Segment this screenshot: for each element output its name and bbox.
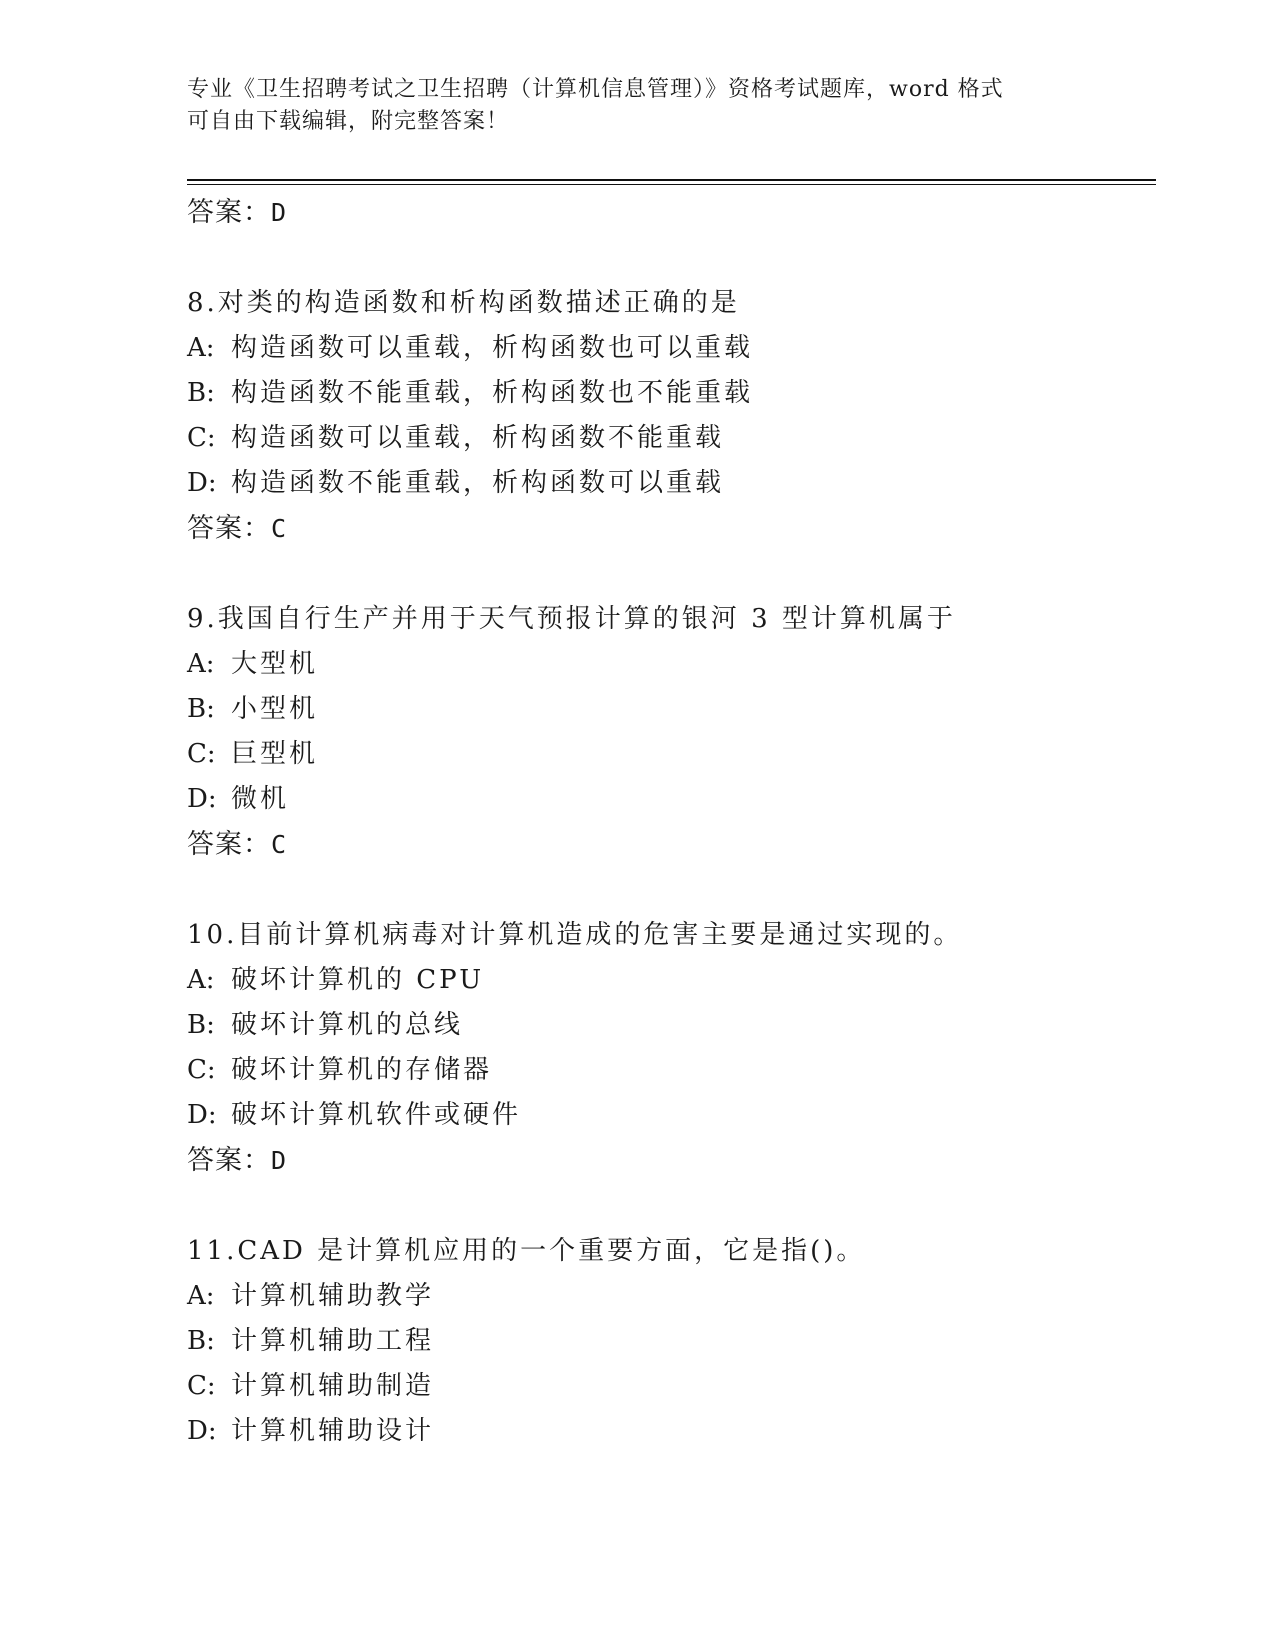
option-letter: B: xyxy=(187,1010,215,1040)
option-text: 微机 xyxy=(231,784,290,814)
question-option xyxy=(187,326,1127,371)
option-text: 巨型机 xyxy=(231,739,319,769)
option-text: 破坏计算机的 CPU xyxy=(231,965,485,995)
question-block xyxy=(187,597,1127,867)
question-option xyxy=(187,1003,1127,1048)
option-letter: B: xyxy=(187,378,215,408)
option-letter: C: xyxy=(187,1055,216,1085)
option-text: 构造函数可以重载，析构函数也可以重载 xyxy=(231,333,754,363)
document-header xyxy=(187,74,1067,138)
question-option xyxy=(187,371,1127,416)
question-stem: 8.对类的构造函数和析构函数描述正确的是 xyxy=(187,288,740,318)
option-letter: C: xyxy=(187,739,216,769)
question-option xyxy=(187,958,1127,1003)
question-option xyxy=(187,1364,1127,1409)
header-divider-thick xyxy=(187,179,1156,181)
option-letter: A: xyxy=(187,649,215,679)
option-letter: C: xyxy=(187,1371,216,1401)
option-text: 计算机辅助设计 xyxy=(231,1416,435,1446)
question-option xyxy=(187,777,1127,822)
question-option xyxy=(187,416,1127,461)
question-stem: 9.我国自行生产并用于天气预报计算的银河 3 型计算机属于 xyxy=(187,604,956,634)
option-text: 计算机辅助教学 xyxy=(231,1281,435,1311)
header-line-1: 专业《卫生招聘考试之卫生招聘（计算机信息管理）》资格考试题库，word 格式 xyxy=(187,77,1004,102)
answer-label: 答案： xyxy=(187,1145,271,1176)
header-divider-thin xyxy=(187,184,1156,185)
option-text: 大型机 xyxy=(231,649,319,679)
question-option xyxy=(187,732,1127,777)
option-letter: D: xyxy=(187,1100,217,1130)
answer-value: C xyxy=(271,514,288,543)
question-block xyxy=(187,913,1127,1183)
question-block xyxy=(187,1229,1127,1454)
option-letter: D: xyxy=(187,1416,217,1446)
question-list xyxy=(187,190,1127,1454)
option-text: 构造函数不能重载，析构函数也不能重载 xyxy=(231,378,754,408)
question-block xyxy=(187,281,1127,551)
option-text: 计算机辅助制造 xyxy=(231,1371,435,1401)
option-text: 构造函数可以重载，析构函数不能重载 xyxy=(231,423,725,453)
option-letter: B: xyxy=(187,1326,215,1356)
question-stem: 11.CAD 是计算机应用的一个重要方面，它是指()。 xyxy=(187,1236,866,1266)
answer-line xyxy=(187,1138,1127,1183)
answer-value: D xyxy=(271,1146,288,1175)
answer-line xyxy=(187,506,1127,551)
question-stem: 10.目前计算机病毒对计算机造成的危害主要是通过实现的。 xyxy=(187,920,963,950)
option-letter: A: xyxy=(187,333,215,363)
question-option xyxy=(187,1274,1127,1319)
option-text: 破坏计算机软件或硬件 xyxy=(231,1100,522,1130)
option-letter: C: xyxy=(187,423,216,453)
option-text: 小型机 xyxy=(231,694,319,724)
option-letter: B: xyxy=(187,694,215,724)
option-letter: D: xyxy=(187,784,217,814)
answer-label: 答案： xyxy=(187,197,271,228)
question-option xyxy=(187,642,1127,687)
option-text: 计算机辅助工程 xyxy=(231,1326,435,1356)
answer-value: C xyxy=(271,830,288,859)
option-text: 破坏计算机的总线 xyxy=(231,1010,464,1040)
question-option xyxy=(187,1409,1127,1454)
header-line-2: 可自由下载编辑，附完整答案！ xyxy=(187,109,510,134)
option-letter: D: xyxy=(187,468,217,498)
option-text: 构造函数不能重载，析构函数可以重载 xyxy=(231,468,725,498)
question-option xyxy=(187,1093,1127,1138)
answer-label: 答案： xyxy=(187,513,271,544)
answer-label: 答案： xyxy=(187,829,271,860)
answer-line xyxy=(187,822,1127,867)
question-option xyxy=(187,461,1127,506)
option-text: 破坏计算机的存储器 xyxy=(231,1055,493,1085)
answer-line xyxy=(187,190,1127,235)
question-option xyxy=(187,687,1127,732)
option-letter: A: xyxy=(187,1281,215,1311)
answer-value: D xyxy=(271,198,288,227)
question-option xyxy=(187,1048,1127,1093)
option-letter: A: xyxy=(187,965,215,995)
question-option xyxy=(187,1319,1127,1364)
